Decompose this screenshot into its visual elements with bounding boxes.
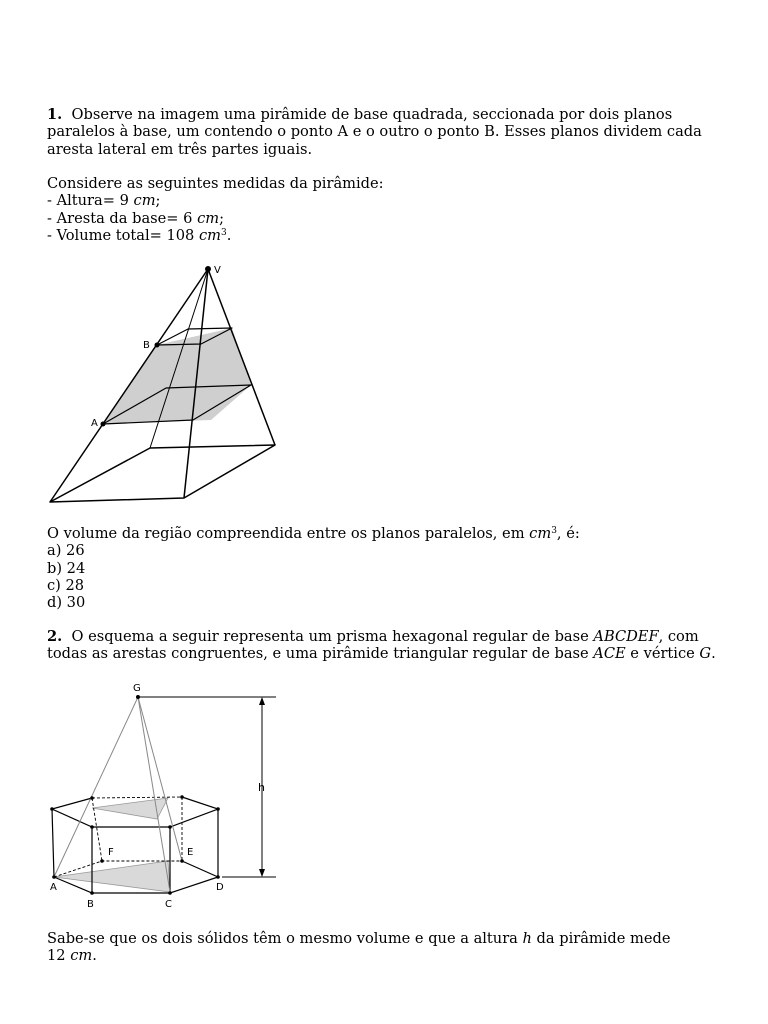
pyramid-edge-ga [54,697,138,877]
vertex-dot [180,795,184,799]
vertex-dot [50,807,54,811]
q2-line1: 2. O esquema a seguir representa um prisma hexagonal regular de base ABCDEF, com [47,628,699,645]
label-a: A [50,882,57,893]
q1-question-text: O volume da região compreendida entre os planos paralelos, em $cm^3$, é: [47,525,580,542]
q1-option-a: a) 26 [47,542,85,560]
q2-final [47,930,737,965]
vertex-dot [168,825,172,829]
label-c: C [165,899,172,910]
vertex-dot [90,796,94,800]
q1-intro-text: Observe na imagem uma pirâmide de base quadrada, seccionada por dois planos paralelos à base, um contendo o ponto A e o outro o ponto B. Esses planos dividem cada aresta lateral em três partes iguais. [47,106,702,158]
q1-option-d: d) 30 [47,594,86,612]
point-b-dot [155,343,160,348]
base-triangle-shade [54,861,170,892]
q1-measures [47,175,384,244]
q2-intro [47,628,737,663]
height-arrow-down [259,869,265,877]
vertex-dot [216,807,220,811]
prism-figure [40,675,290,915]
q1-intro [47,106,727,158]
q1-measure-height: - Altura= 9 cm; [47,192,161,210]
q1-number: 1. [47,106,63,123]
label-b: B [143,340,150,351]
q2-final-line2: 12 cm. [47,947,97,965]
q1-measure-volume: - Volume total= 108 $cm^3$. [47,226,232,244]
q1-question [47,525,580,611]
vertex-g-dot [136,695,140,699]
label-v: V [214,265,221,276]
vertex-dot [216,875,220,879]
vertex-dot [52,875,56,879]
pyramid-edge-ge [138,697,182,861]
vertex-dot [168,891,172,895]
vertex-dot [90,891,94,895]
prism-edge-a [52,809,54,877]
vertex-dot [100,859,104,863]
vertex-dot [180,859,184,863]
shaded-front-region [103,328,251,424]
label-b: B [87,899,94,910]
q1-option-c: c) 28 [47,576,85,594]
q1-measure-edge: - Aresta da base= 6 cm; [47,209,224,227]
q1-consider: Considere as seguintes medidas da pirâmide: [47,175,384,192]
q2-final-line1: Sabe-se que os dois sólidos têm o mesmo volume e que a altura h da pirâmide mede [47,930,671,947]
label-a: A [91,418,98,429]
label-d: D [216,882,224,893]
label-g: G [133,683,141,694]
label-f: F [108,847,114,858]
height-arrow-up [259,697,265,705]
point-a-dot [101,422,106,427]
q2-line2: todas as arestas congruentes, e uma pirâmide triangular regular de base ACE e vértice G. [47,645,716,663]
vertex-v-dot [205,266,211,272]
vertex-dot [90,825,94,829]
q1-option-b: b) 24 [47,559,86,577]
label-e: E [187,847,194,858]
label-h: h [258,781,265,794]
pyramid-figure [40,258,290,508]
